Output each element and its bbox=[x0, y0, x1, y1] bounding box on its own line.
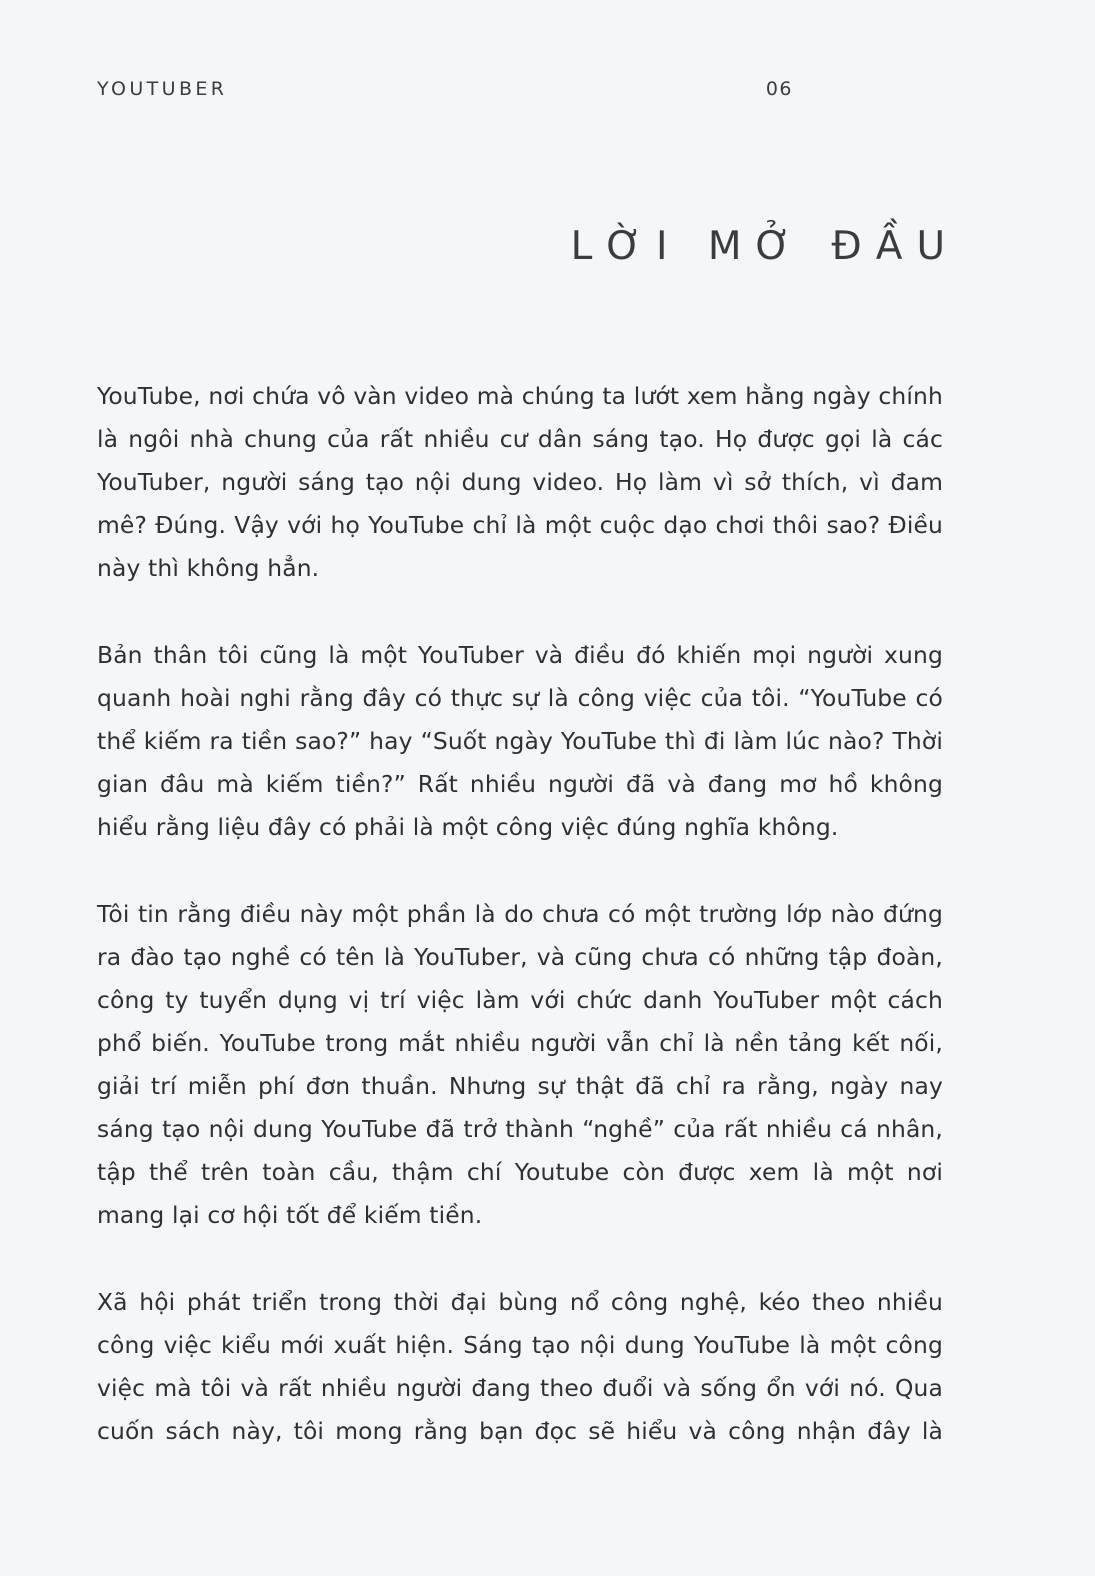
paragraph: Tôi tin rằng điều này một phần là do chưa có một trường lớp nào đứng ra đào tạo nghề có tên là YouTuber, và cũng chưa có những tập đoàn, công ty tuyển dụng vị trí việc làm với chức danh YouTuber một cách phổ biến. YouTube trong mắt nhiều người vẫn chỉ là nền tảng kết nối, giải trí miễn phí đơn thuần. Nhưng sự thật đã chỉ ra rằng, ngày nay sáng tạo nội dung YouTube đã trở thành “nghề” của rất nhiều cá nhân, tập thể trên toàn cầu, thậm chí Youtube còn được xem là một nơi mang lại cơ hội tốt để kiếm tiền. bbox=[97, 900, 943, 1229]
paragraph: YouTube, nơi chứa vô vàn video mà chúng ta lướt xem hằng ngày chính là ngôi nhà chung của rất nhiều cư dân sáng tạo. Họ được gọi là các YouTuber, người sáng tạo nội dung video. Họ làm vì sở thích, vì đam mê? Đúng. Vậy với họ YouTube chỉ là một cuộc dạo chơi thôi sao? Điều này thì không hẳn. bbox=[97, 382, 943, 582]
chapter-title: LỜI MỞ ĐẦU bbox=[570, 224, 959, 269]
running-header bbox=[97, 78, 793, 106]
book-title: YOUTUBER bbox=[97, 78, 228, 100]
paragraph: Xã hội phát triển trong thời đại bùng nổ công nghệ, kéo theo nhiều công việc kiểu mới xuất hiện. Sáng tạo nội dung YouTube là một công việc mà tôi và rất nhiều người đang theo đuổi và sống ổn với nó. Qua cuốn sách này, tôi mong rằng bạn đọc sẽ hiểu và công nhận đây là bbox=[97, 1288, 943, 1445]
body-text bbox=[97, 375, 943, 1453]
paragraph: Bản thân tôi cũng là một YouTuber và điều đó khiến mọi người xung quanh hoài nghi rằng đây có thực sự là công việc của tôi. “YouTube có thể kiếm ra tiền sao?” hay “Suốt ngày YouTube thì đi làm lúc nào? Thời gian đâu mà kiếm tiền?” Rất nhiều người đã và đang mơ hồ không hiểu rằng liệu đây có phải là một công việc đúng nghĩa không. bbox=[97, 641, 943, 841]
page-number: 06 bbox=[765, 78, 793, 100]
